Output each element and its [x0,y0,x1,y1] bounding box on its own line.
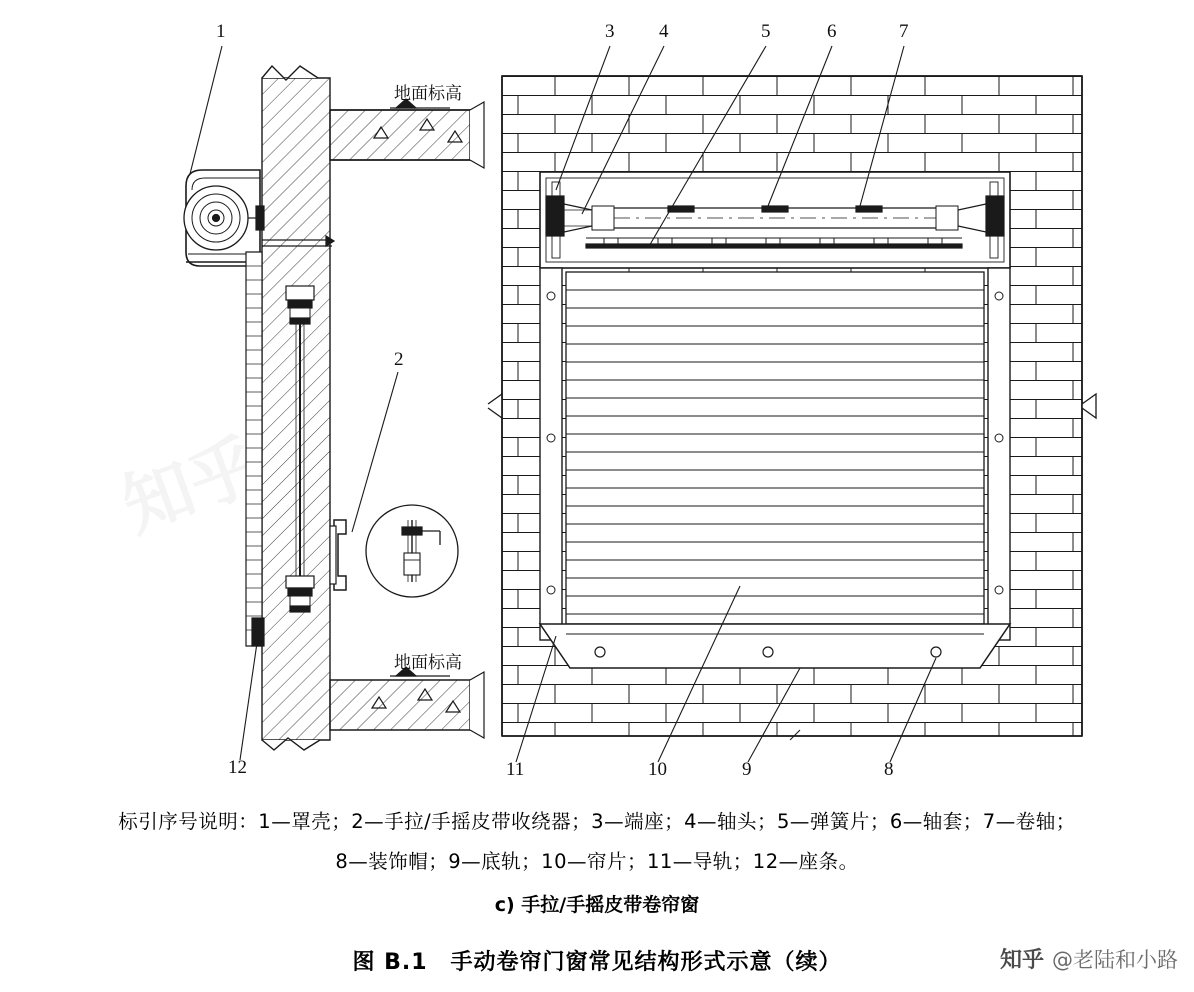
detail-circle [366,505,458,597]
leader-label-6: 6 [827,21,837,42]
figure-caption: 图 B.1 手动卷帘门窗常见结构形式示意（续） [352,950,842,975]
elevation-note-bottom: 地面标高 [394,653,462,673]
watermark-username: @老陆和小路 [1052,947,1178,972]
legend-line-2: 8—装饰帽；9—底轨；10—帘片；11—导轨；12—座条。 [335,850,859,873]
legend-line-1: 标引序号说明：1—罩壳；2—手拉/手摇皮带收绕器；3—端座；4—轴头；5—弹簧片；6—轴套；7—卷轴； [118,810,1076,833]
leader-label-9: 9 [742,759,752,780]
right-elevation-view [488,46,1096,762]
leader-label-11: 11 [506,759,525,780]
bottom-rail-9 [540,624,1010,668]
leader-label-12: 12 [228,757,247,778]
sub-caption: c) 手拉/手摇皮带卷帘窗 [494,894,700,916]
leader-label-4: 4 [659,21,669,42]
leader-label-3: 3 [605,21,615,42]
zhihu-logo-icon: 知乎 [999,948,1044,973]
leader-label-2: 2 [394,349,404,370]
curtain-slats-10 [566,272,984,624]
belt-winder-2 [330,520,346,590]
watermark [1000,943,1178,974]
leader-label-10: 10 [648,759,667,780]
leader-label-5: 5 [761,21,771,42]
leader-label-1: 1 [216,21,226,42]
roller-head-assembly [540,172,1010,268]
curtain-slats-strip [246,252,264,646]
decor-cap-8 [595,647,605,657]
leader-label-7: 7 [899,21,909,42]
leader-label-8: 8 [884,759,894,780]
elevation-note-top: 地面标高 [394,84,462,104]
